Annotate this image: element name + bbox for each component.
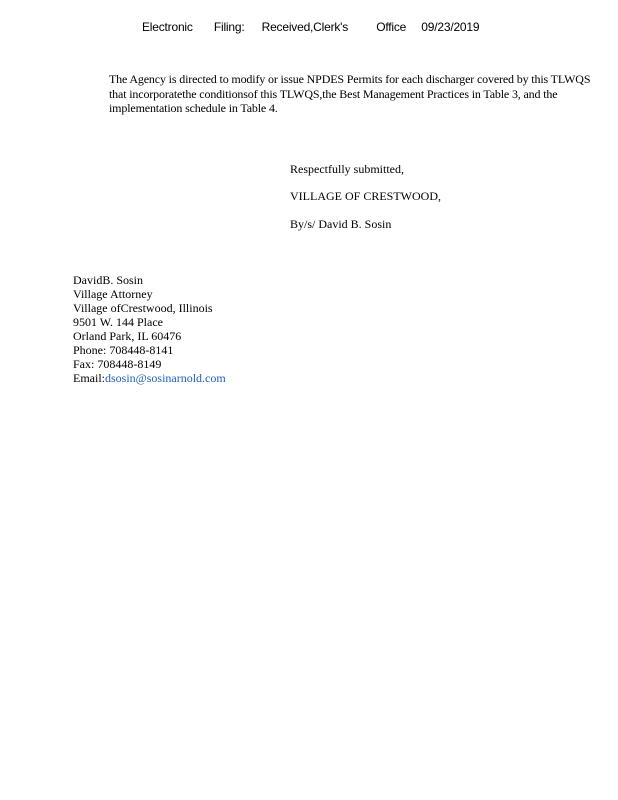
header-filing: Filing:: [213, 20, 245, 34]
contact-title: Village Attorney: [73, 287, 153, 301]
header-electronic: Electronic: [142, 20, 193, 34]
contact-name: DavidB. Sosin: [73, 273, 144, 287]
contact-address-line2: Orland Park, IL 60476: [73, 329, 182, 343]
email-link[interactable]: dsosin@sosinarnold.com: [105, 371, 226, 385]
contact-entity: Village ofCrestwood, Illinois: [73, 301, 213, 315]
email-label: Email:: [73, 371, 105, 385]
organization-name: VILLAGE OF CRESTWOOD,: [290, 189, 441, 203]
contact-block: [73, 273, 226, 385]
contact-email-row: [73, 371, 226, 385]
signature-by-line: By/s/ David B. Sosin: [290, 217, 392, 231]
body-paragraph: The Agency is directed to modify or issue NPDES Permits for each discharger covered by this TLWQS that incorporatethe conditionsof this TLWQS,the Best Management Practices in Table 3, and the implementation schedule in Table 4.: [109, 72, 591, 115]
contact-address-line1: 9501 W. 144 Place: [73, 315, 163, 329]
contact-phone: Phone: 708448-8141: [73, 343, 174, 357]
contact-fax: Fax: 708448-8149: [73, 357, 162, 371]
header-received: Received,Clerk's: [261, 20, 349, 34]
electronic-filing-header: [142, 20, 479, 34]
closing-line: Respectfully submitted,: [290, 162, 404, 176]
header-date: 09/23/2019: [421, 20, 480, 34]
header-office: Office: [376, 20, 407, 34]
